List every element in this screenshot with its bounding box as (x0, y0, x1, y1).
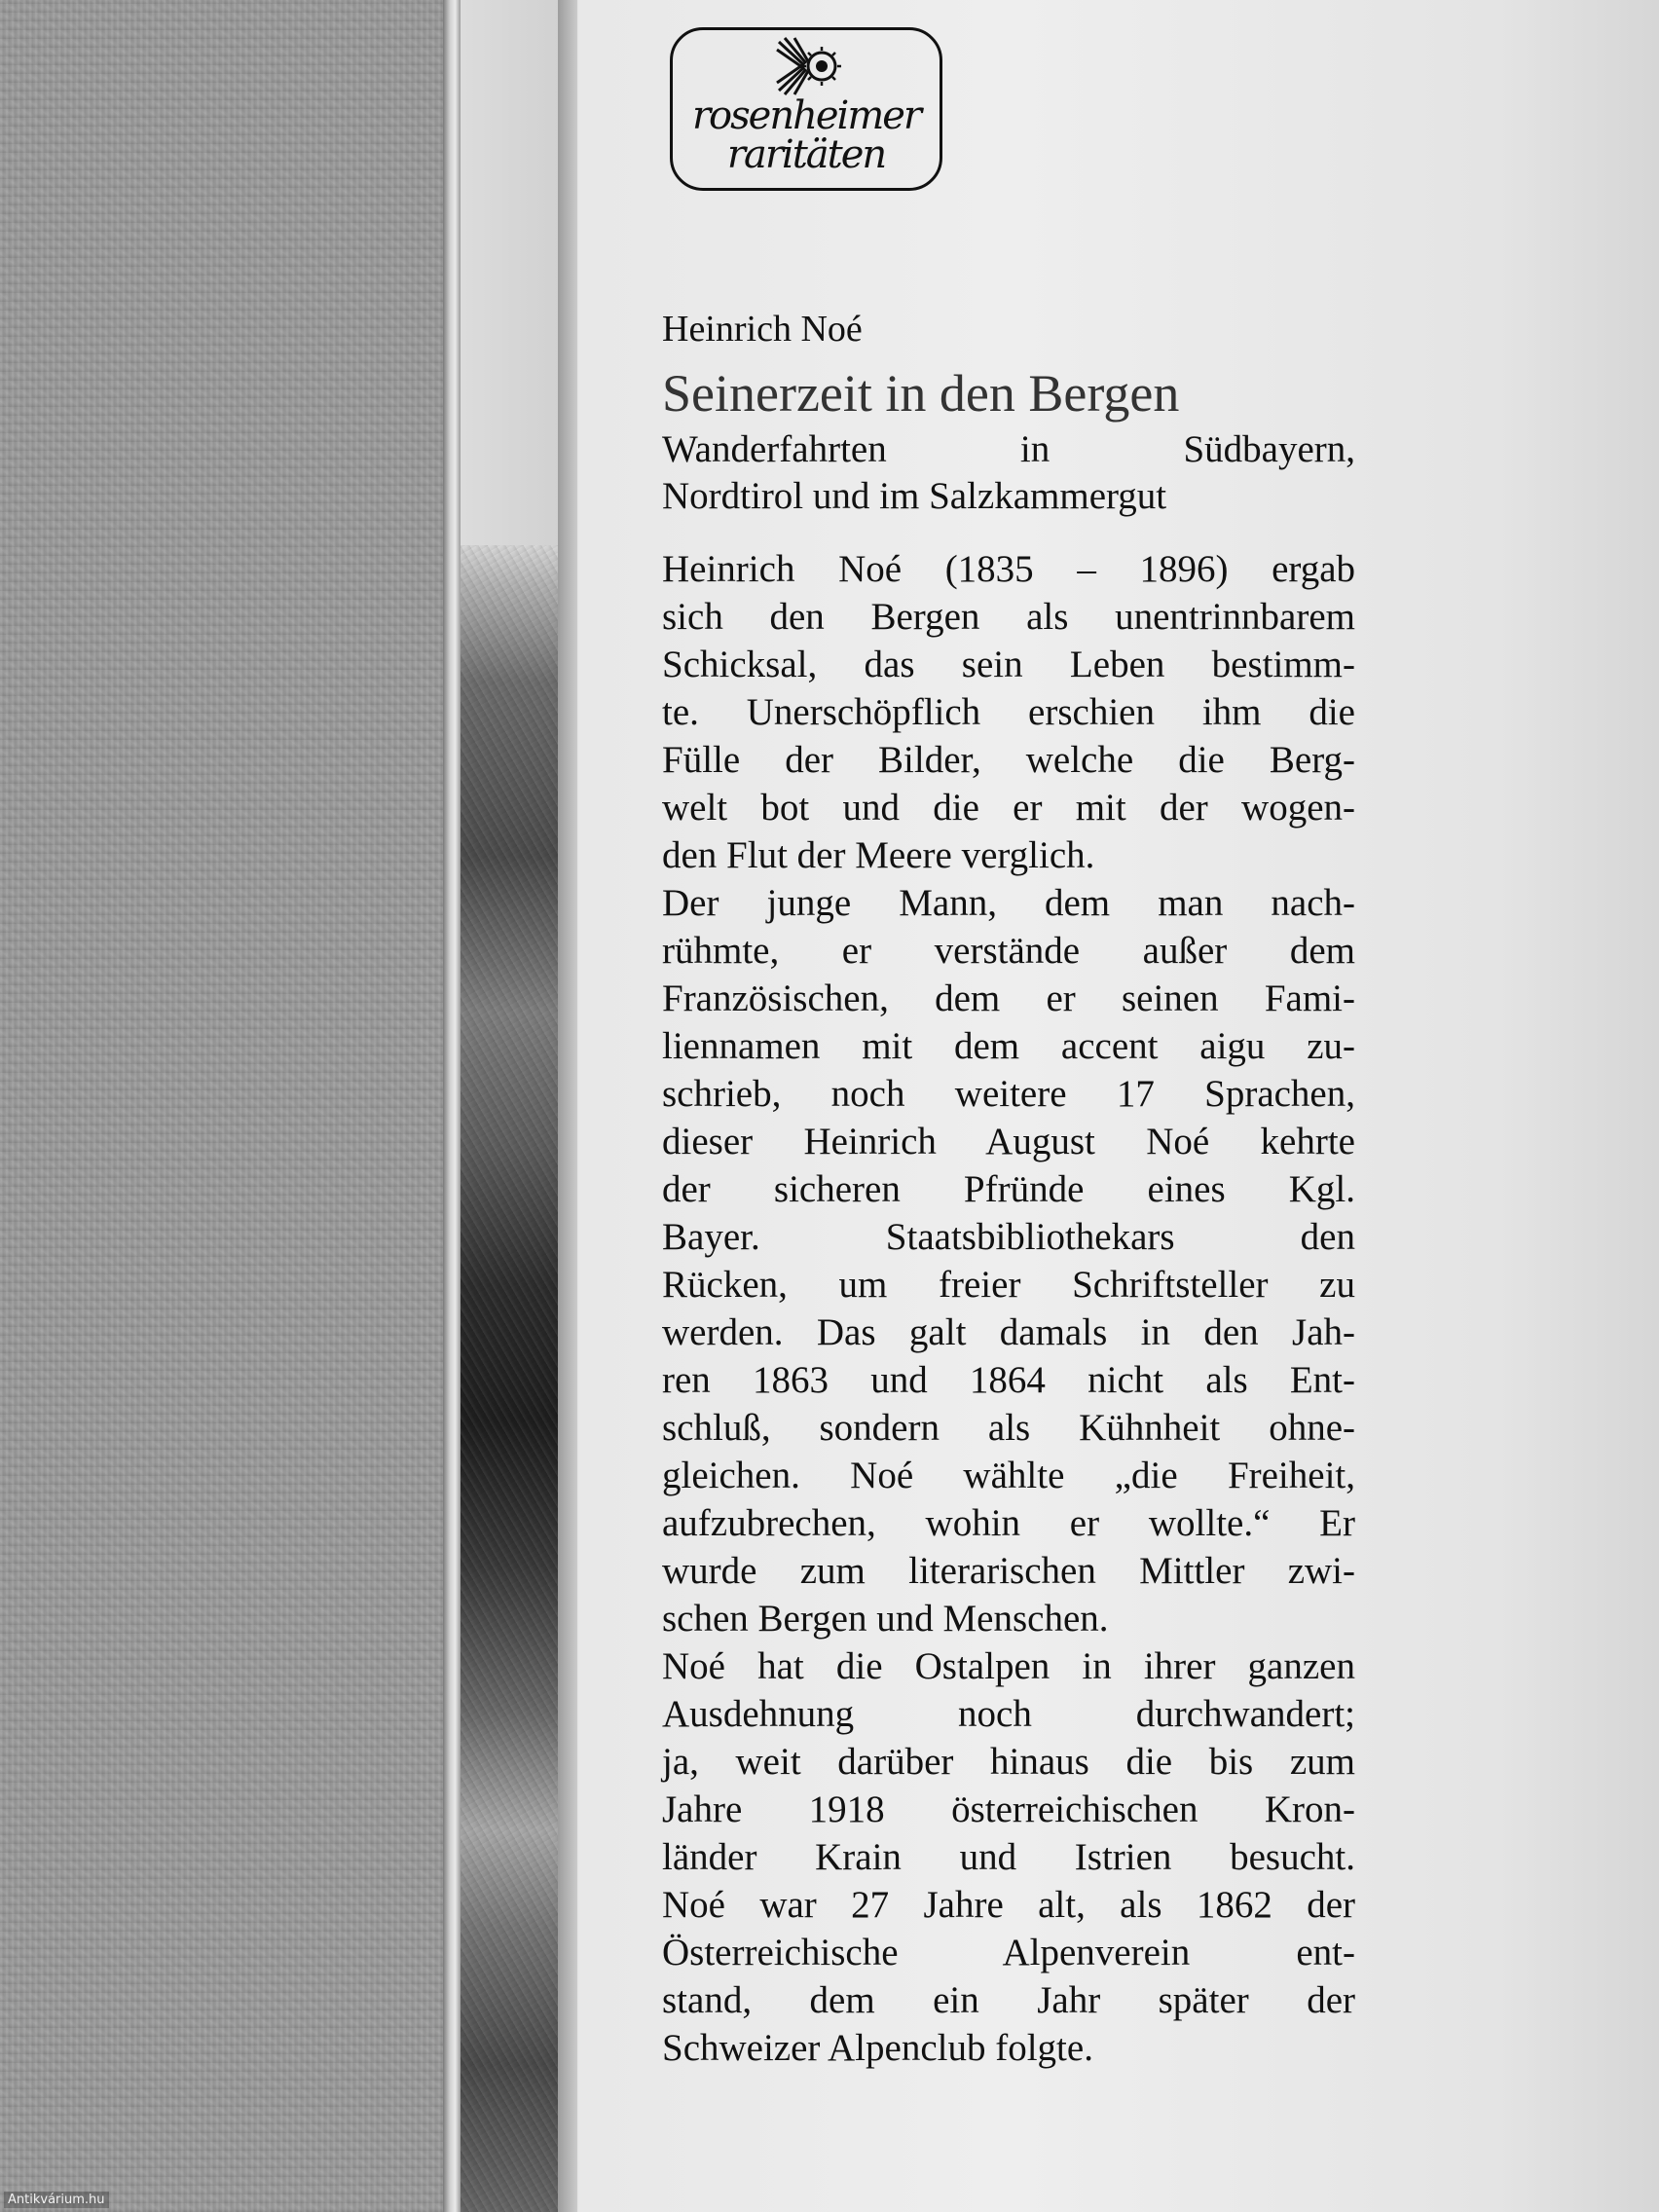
blurb-line: schrieb, noch weitere 17 Sprachen, (662, 1073, 1355, 1115)
blurb-line: stand, dem ein Jahr später der (662, 1979, 1355, 2021)
blurb-line: te. Unerschöpflich erschien ihm die (662, 691, 1355, 733)
subtitle-line: Nordtirol und im Salzkammergut (662, 475, 1167, 517)
blurb-line: den Flut der Meere verglich. (662, 834, 1095, 876)
blurb-line: Der junge Mann, dem man nach- (662, 882, 1355, 924)
subtitle-line: Wanderfahrten in Südbayern, (662, 428, 1355, 470)
blurb-line: werden. Das galt damals in den Jah- (662, 1311, 1355, 1353)
blurb-line: Heinrich Noé (1835 – 1896) ergab (662, 548, 1355, 590)
blurb-line: wurde zum literarischen Mittler zwi- (662, 1550, 1355, 1592)
blurb-line: Jahre 1918 österreichischen Kron- (662, 1788, 1355, 1830)
blurb-line: Schweizer Alpenclub folgte. (662, 2027, 1093, 2069)
blurb-text (662, 545, 1355, 2072)
book-subtitle (662, 426, 1355, 520)
blurb-line: Noé war 27 Jahre alt, als 1862 der (662, 1884, 1355, 1926)
blurb-line: aufzubrechen, wohin er wollte.“ Er (662, 1502, 1355, 1544)
blurb-line: gleichen. Noé wählte „die Freiheit, (662, 1455, 1355, 1496)
landscape-painting-strip (461, 545, 558, 2212)
blurb-line: der sicheren Pfründe eines Kgl. (662, 1168, 1355, 1210)
blurb-line: rühmte, er verstände außer dem (662, 930, 1355, 972)
book-title: Seinerzeit in den Bergen (662, 364, 1180, 423)
blurb-line: Rücken, um freier Schriftsteller zu (662, 1264, 1355, 1306)
logo-text-line2: raritäten (726, 132, 886, 177)
watermark: Antikvárium.hu (4, 2192, 109, 2208)
blurb-line: Bayer. Staatsbibliothekars den (662, 1216, 1355, 1258)
blurb-line: schluß, sondern als Kühnheit ohne- (662, 1407, 1355, 1449)
blurb-line: sich den Bergen als unentrinnbarem (662, 596, 1355, 638)
blurb-line: Noé hat die Ostalpen in ihrer ganzen (662, 1645, 1355, 1687)
blurb-line: dieser Heinrich August Noé kehrte (662, 1121, 1355, 1162)
blurb-line: Österreichische Alpenverein ent- (662, 1932, 1355, 1973)
logo-text-line1: rosenheimer (691, 93, 921, 138)
blurb-line: ren 1863 und 1864 nicht als Ent- (662, 1359, 1355, 1401)
blurb-line: ja, weit darüber hinaus die bis zum (662, 1741, 1355, 1783)
sun-ornament-icon (775, 36, 841, 96)
blurb-line: Französischen, dem er seinen Fami- (662, 977, 1355, 1019)
flap-text (662, 302, 1355, 2072)
blurb-line: Schicksal, das sein Leben bestimm- (662, 644, 1355, 685)
author-name: Heinrich Noé (662, 309, 863, 350)
blurb-line: Fülle der Bilder, welche die Berg- (662, 739, 1355, 781)
binding-edge (443, 0, 461, 2212)
blurb-line: welt bot und die er mit der wogen- (662, 787, 1355, 829)
blurb-line: schen Bergen und Menschen. (662, 1598, 1109, 1640)
blurb-line: länder Krain und Istrien besucht. (662, 1836, 1355, 1878)
paper-shadow (558, 0, 579, 2212)
blurb-line: Ausdehnung noch durchwandert; (662, 1693, 1355, 1735)
blurb-line: liennamen mit dem accent aigu zu- (662, 1025, 1355, 1067)
cloth-binding (0, 0, 458, 2212)
publisher-logo (670, 27, 942, 191)
